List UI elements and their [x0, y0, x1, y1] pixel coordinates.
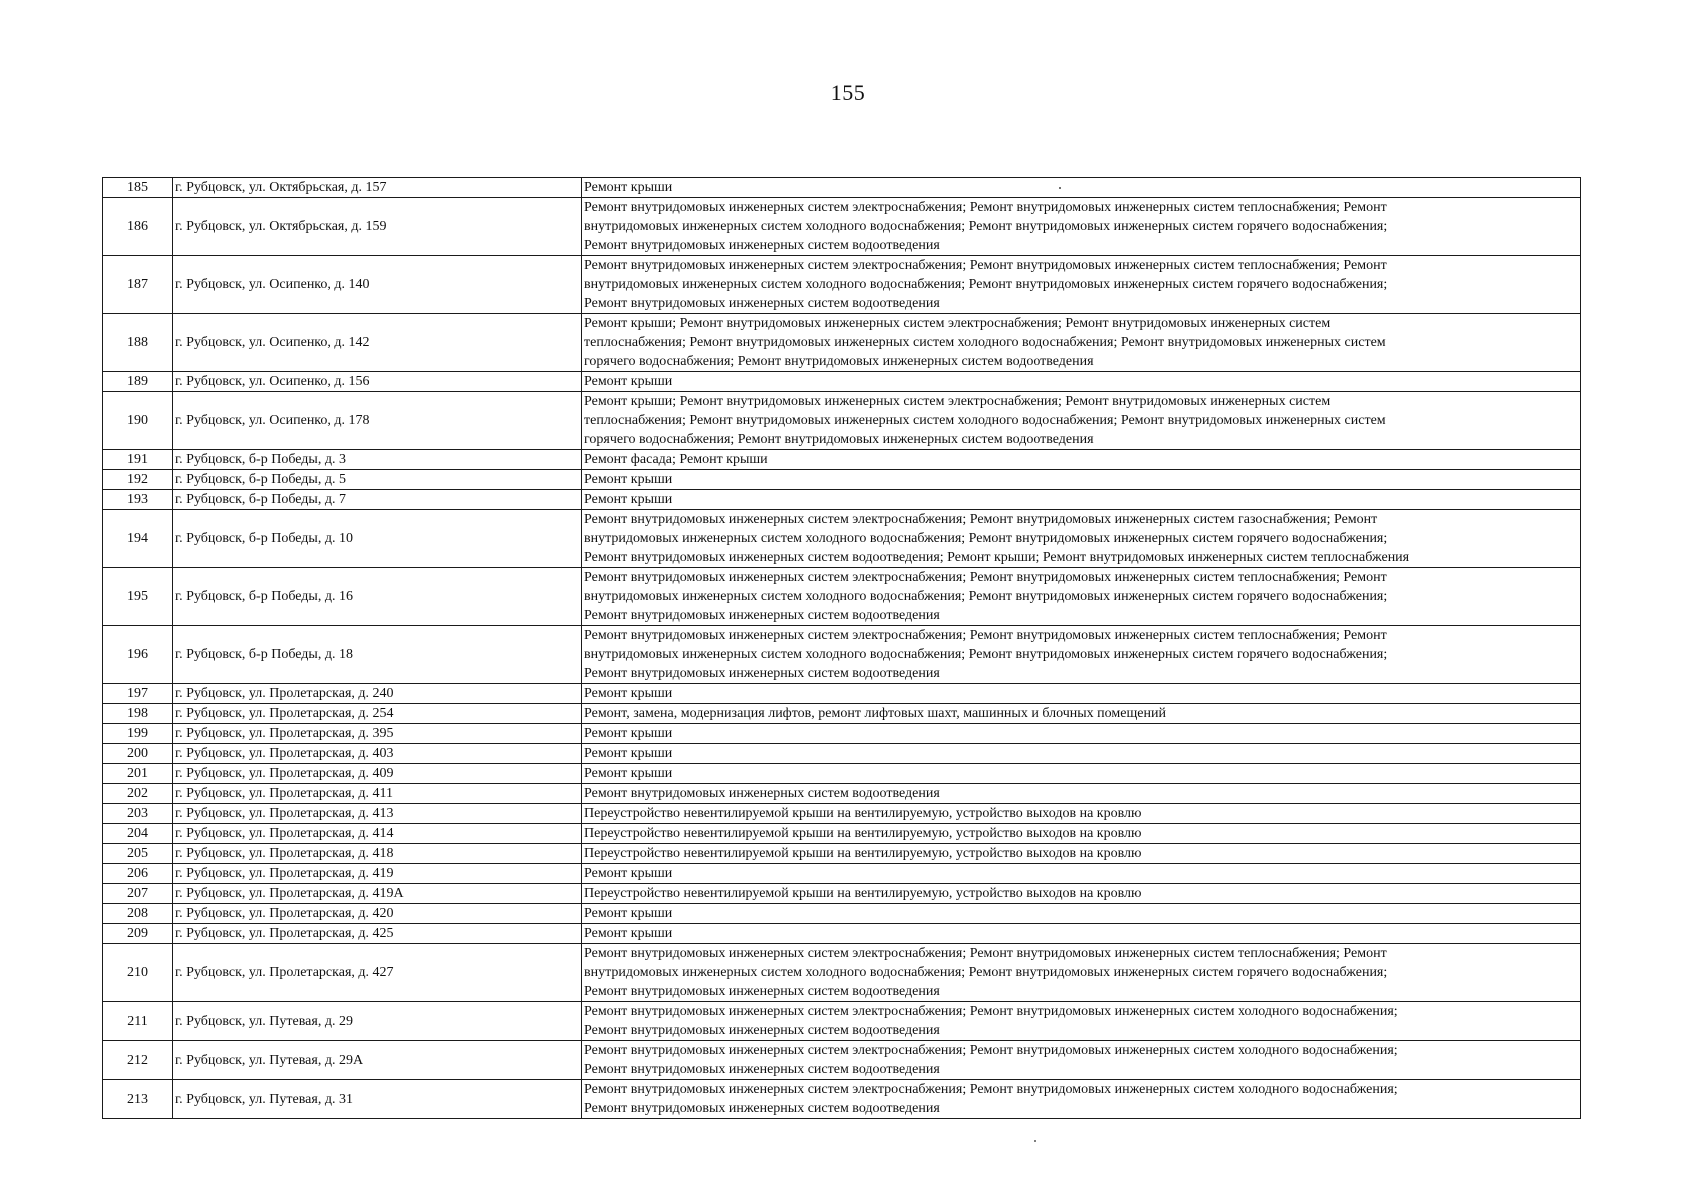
work-description-cell	[582, 1080, 1581, 1119]
row-number-cell: 196	[103, 626, 173, 684]
work-description-cell	[582, 470, 1581, 490]
work-description-line: Ремонт внутридомовых инженерных систем электроснабжения; Ремонт внутридомовых инженерных систем теплоснабжения; Ремонт	[584, 258, 1387, 273]
work-description-line: Ремонт внутридомовых инженерных систем электроснабжения; Ремонт внутридомовых инженерных систем теплоснабжения; Ремонт	[584, 200, 1387, 215]
table-row	[103, 1080, 1581, 1119]
address-cell: г. Рубцовск, б-р Победы, д. 16	[173, 568, 582, 626]
table-row	[103, 864, 1581, 884]
work-description-line: Ремонт фасада; Ремонт крыши	[584, 452, 768, 467]
work-description-cell	[582, 372, 1581, 392]
table-row	[103, 784, 1581, 804]
work-description-line: Ремонт внутридомовых инженерных систем электроснабжения; Ремонт внутридомовых инженерных систем холодного водоснабжения;	[584, 1043, 1398, 1058]
table-row	[103, 1041, 1581, 1080]
address-cell: г. Рубцовск, ул. Пролетарская, д. 414	[173, 824, 582, 844]
address-cell: г. Рубцовск, ул. Пролетарская, д. 427	[173, 944, 582, 1002]
work-description-line: внутридомовых инженерных систем холодного водоснабжения; Ремонт внутридомовых инженерных систем горячего водоснабжения;	[584, 647, 1388, 662]
row-number-cell: 197	[103, 684, 173, 704]
work-description-line: теплоснабжения; Ремонт внутридомовых инженерных систем холодного водоснабжения; Ремонт внутридомовых инженерных систем	[584, 335, 1386, 350]
page-number: 155	[830, 80, 866, 105]
table-body	[103, 178, 1581, 1119]
table-row	[103, 470, 1581, 490]
work-description-cell	[582, 904, 1581, 924]
row-number-cell: 206	[103, 864, 173, 884]
table-row	[103, 904, 1581, 924]
table-row	[103, 626, 1581, 684]
work-description-cell	[582, 392, 1581, 450]
work-description-line: Переустройство невентилируемой крыши на вентилируемую, устройство выходов на кровлю	[584, 846, 1142, 861]
work-description-line: горячего водоснабжения; Ремонт внутридомовых инженерных систем водоотведения	[584, 354, 1094, 369]
row-number-cell: 207	[103, 884, 173, 904]
work-description-cell	[582, 1002, 1581, 1041]
work-description-cell	[582, 178, 1581, 198]
address-cell: г. Рубцовск, ул. Пролетарская, д. 420	[173, 904, 582, 924]
table-row	[103, 568, 1581, 626]
table-row	[103, 704, 1581, 724]
table-row	[103, 884, 1581, 904]
row-number-cell: 210	[103, 944, 173, 1002]
table-row	[103, 764, 1581, 784]
row-number-cell: 188	[103, 314, 173, 372]
row-number-cell: 189	[103, 372, 173, 392]
work-description-cell	[582, 924, 1581, 944]
row-number-cell: 203	[103, 804, 173, 824]
work-description-line: Ремонт внутридомовых инженерных систем водоотведения	[584, 984, 940, 999]
address-cell: г. Рубцовск, ул. Пролетарская, д. 418	[173, 844, 582, 864]
work-description-line: внутридомовых инженерных систем холодного водоснабжения; Ремонт внутридомовых инженерных систем горячего водоснабжения;	[584, 531, 1388, 546]
work-description-line: Ремонт крыши	[584, 492, 673, 507]
scan-speck	[1034, 1140, 1036, 1142]
work-description-cell	[582, 626, 1581, 684]
work-description-line: внутридомовых инженерных систем холодного водоснабжения; Ремонт внутридомовых инженерных систем горячего водоснабжения;	[584, 219, 1388, 234]
row-number-cell: 211	[103, 1002, 173, 1041]
work-description-line: Ремонт внутридомовых инженерных систем электроснабжения; Ремонт внутридомовых инженерных систем холодного водоснабжения;	[584, 1082, 1398, 1097]
work-description-line: Ремонт внутридомовых инженерных систем водоотведения	[584, 1023, 940, 1038]
work-description-cell	[582, 824, 1581, 844]
row-number-cell: 187	[103, 256, 173, 314]
table-row	[103, 684, 1581, 704]
address-cell: г. Рубцовск, ул. Пролетарская, д. 409	[173, 764, 582, 784]
scan-speck	[1059, 187, 1061, 189]
work-description-line: Ремонт крыши	[584, 766, 673, 781]
repair-schedule-table	[102, 177, 1581, 1119]
address-cell: г. Рубцовск, б-р Победы, д. 7	[173, 490, 582, 510]
work-description-line: Ремонт внутридомовых инженерных систем водоотведения	[584, 666, 940, 681]
row-number-cell: 198	[103, 704, 173, 724]
work-description-line: Ремонт внутридомовых инженерных систем электроснабжения; Ремонт внутридомовых инженерных систем теплоснабжения; Ремонт	[584, 570, 1387, 585]
address-cell: г. Рубцовск, б-р Победы, д. 3	[173, 450, 582, 470]
work-description-line: Ремонт внутридомовых инженерных систем электроснабжения; Ремонт внутридомовых инженерных систем теплоснабжения; Ремонт	[584, 628, 1387, 643]
work-description-cell	[582, 450, 1581, 470]
table-row	[103, 256, 1581, 314]
row-number-cell: 185	[103, 178, 173, 198]
address-cell: г. Рубцовск, ул. Осипенко, д. 142	[173, 314, 582, 372]
work-description-cell	[582, 784, 1581, 804]
address-cell: г. Рубцовск, ул. Осипенко, д. 140	[173, 256, 582, 314]
row-number-cell: 190	[103, 392, 173, 450]
table-row	[103, 844, 1581, 864]
address-cell: г. Рубцовск, ул. Пролетарская, д. 395	[173, 724, 582, 744]
work-description-cell	[582, 704, 1581, 724]
work-description-cell	[582, 804, 1581, 824]
row-number-cell: 191	[103, 450, 173, 470]
row-number-cell: 186	[103, 198, 173, 256]
address-cell: г. Рубцовск, ул. Путевая, д. 29	[173, 1002, 582, 1041]
work-description-cell	[582, 744, 1581, 764]
row-number-cell: 192	[103, 470, 173, 490]
repair-schedule-table-container	[102, 177, 1580, 1119]
work-description-line: Ремонт крыши; Ремонт внутридомовых инженерных систем электроснабжения; Ремонт внутридомовых инженерных систем	[584, 394, 1331, 409]
work-description-cell	[582, 256, 1581, 314]
work-description-cell	[582, 944, 1581, 1002]
table-row	[103, 744, 1581, 764]
address-cell: г. Рубцовск, ул. Октябрьская, д. 157	[173, 178, 582, 198]
table-row	[103, 804, 1581, 824]
table-row	[103, 924, 1581, 944]
work-description-line: Ремонт внутридомовых инженерных систем водоотведения	[584, 786, 940, 801]
work-description-cell	[582, 568, 1581, 626]
work-description-cell	[582, 684, 1581, 704]
row-number-cell: 199	[103, 724, 173, 744]
address-cell: г. Рубцовск, ул. Пролетарская, д. 403	[173, 744, 582, 764]
work-description-line: Ремонт внутридомовых инженерных систем электроснабжения; Ремонт внутридомовых инженерных систем теплоснабжения; Ремонт	[584, 946, 1387, 961]
work-description-line: Ремонт внутридомовых инженерных систем водоотведения	[584, 1062, 940, 1077]
table-row	[103, 510, 1581, 568]
work-description-cell	[582, 844, 1581, 864]
work-description-cell	[582, 198, 1581, 256]
work-description-line: Ремонт внутридомовых инженерных систем водоотведения	[584, 608, 940, 623]
address-cell: г. Рубцовск, ул. Октябрьская, д. 159	[173, 198, 582, 256]
work-description-cell	[582, 884, 1581, 904]
address-cell: г. Рубцовск, б-р Победы, д. 10	[173, 510, 582, 568]
work-description-line: внутридомовых инженерных систем холодного водоснабжения; Ремонт внутридомовых инженерных систем горячего водоснабжения;	[584, 965, 1388, 980]
work-description-line: Переустройство невентилируемой крыши на вентилируемую, устройство выходов на кровлю	[584, 826, 1142, 841]
work-description-line: внутридомовых инженерных систем холодного водоснабжения; Ремонт внутридомовых инженерных систем горячего водоснабжения;	[584, 277, 1388, 292]
row-number-cell: 208	[103, 904, 173, 924]
work-description-line: Ремонт внутридомовых инженерных систем водоотведения	[584, 238, 940, 253]
table-row	[103, 314, 1581, 372]
work-description-cell	[582, 510, 1581, 568]
work-description-line: Ремонт крыши	[584, 686, 673, 701]
address-cell: г. Рубцовск, ул. Пролетарская, д. 413	[173, 804, 582, 824]
work-description-line: Ремонт внутридомовых инженерных систем водоотведения	[584, 296, 940, 311]
address-cell: г. Рубцовск, ул. Осипенко, д. 156	[173, 372, 582, 392]
table-row	[103, 1002, 1581, 1041]
row-number-cell: 200	[103, 744, 173, 764]
address-cell: г. Рубцовск, ул. Осипенко, д. 178	[173, 392, 582, 450]
row-number-cell: 193	[103, 490, 173, 510]
table-row	[103, 944, 1581, 1002]
work-description-line: Ремонт внутридомовых инженерных систем водоотведения; Ремонт крыши; Ремонт внутридомовых инженерных систем теплоснабжения	[584, 550, 1410, 565]
work-description-line: Ремонт крыши	[584, 866, 673, 881]
work-description-line: Ремонт крыши	[584, 374, 673, 389]
row-number-cell: 213	[103, 1080, 173, 1119]
work-description-line: Переустройство невентилируемой крыши на вентилируемую, устройство выходов на кровлю	[584, 806, 1142, 821]
address-cell: г. Рубцовск, ул. Пролетарская, д. 240	[173, 684, 582, 704]
work-description-line: Ремонт внутридомовых инженерных систем водоотведения	[584, 1101, 940, 1116]
row-number-cell: 205	[103, 844, 173, 864]
work-description-line: Ремонт внутридомовых инженерных систем электроснабжения; Ремонт внутридомовых инженерных систем газоснабжения; Ремонт	[584, 512, 1378, 527]
table-row	[103, 724, 1581, 744]
row-number-cell: 202	[103, 784, 173, 804]
work-description-cell	[582, 1041, 1581, 1080]
address-cell: г. Рубцовск, ул. Путевая, д. 29А	[173, 1041, 582, 1080]
work-description-line: Ремонт крыши	[584, 726, 673, 741]
address-cell: г. Рубцовск, ул. Пролетарская, д. 419А	[173, 884, 582, 904]
work-description-line: Ремонт крыши	[584, 180, 673, 195]
table-row	[103, 450, 1581, 470]
work-description-cell	[582, 724, 1581, 744]
row-number-cell: 201	[103, 764, 173, 784]
address-cell: г. Рубцовск, ул. Пролетарская, д. 411	[173, 784, 582, 804]
table-row	[103, 490, 1581, 510]
work-description-line: Ремонт крыши	[584, 746, 673, 761]
work-description-line: Переустройство невентилируемой крыши на вентилируемую, устройство выходов на кровлю	[584, 886, 1142, 901]
row-number-cell: 209	[103, 924, 173, 944]
address-cell: г. Рубцовск, ул. Путевая, д. 31	[173, 1080, 582, 1119]
work-description-line: Ремонт крыши	[584, 472, 673, 487]
work-description-line: горячего водоснабжения; Ремонт внутридомовых инженерных систем водоотведения	[584, 432, 1094, 447]
address-cell: г. Рубцовск, ул. Пролетарская, д. 254	[173, 704, 582, 724]
row-number-cell: 195	[103, 568, 173, 626]
work-description-line: внутридомовых инженерных систем холодного водоснабжения; Ремонт внутридомовых инженерных систем горячего водоснабжения;	[584, 589, 1388, 604]
address-cell: г. Рубцовск, ул. Пролетарская, д. 419	[173, 864, 582, 884]
address-cell: г. Рубцовск, ул. Пролетарская, д. 425	[173, 924, 582, 944]
address-cell: г. Рубцовск, б-р Победы, д. 18	[173, 626, 582, 684]
row-number-cell: 212	[103, 1041, 173, 1080]
table-row	[103, 372, 1581, 392]
work-description-line: теплоснабжения; Ремонт внутридомовых инженерных систем холодного водоснабжения; Ремонт внутридомовых инженерных систем	[584, 413, 1386, 428]
work-description-line: Ремонт внутридомовых инженерных систем электроснабжения; Ремонт внутридомовых инженерных систем холодного водоснабжения;	[584, 1004, 1398, 1019]
work-description-line: Ремонт крыши	[584, 906, 673, 921]
work-description-line: Ремонт крыши	[584, 926, 673, 941]
work-description-cell	[582, 490, 1581, 510]
row-number-cell: 194	[103, 510, 173, 568]
work-description-cell	[582, 314, 1581, 372]
work-description-line: Ремонт, замена, модернизация лифтов, ремонт лифтовых шахт, машинных и блочных помещений	[584, 706, 1166, 721]
table-row	[103, 824, 1581, 844]
work-description-cell	[582, 864, 1581, 884]
address-cell: г. Рубцовск, б-р Победы, д. 5	[173, 470, 582, 490]
table-row	[103, 198, 1581, 256]
table-row	[103, 178, 1581, 198]
row-number-cell: 204	[103, 824, 173, 844]
work-description-line: Ремонт крыши; Ремонт внутридомовых инженерных систем электроснабжения; Ремонт внутридомовых инженерных систем	[584, 316, 1331, 331]
work-description-cell	[582, 764, 1581, 784]
table-row	[103, 392, 1581, 450]
